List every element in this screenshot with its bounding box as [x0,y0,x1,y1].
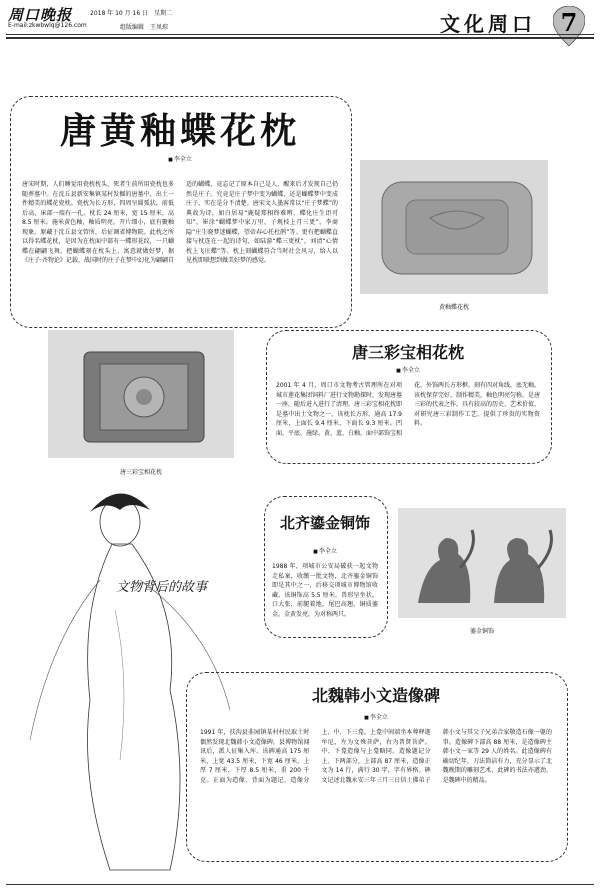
article-1-title: 唐黄釉蝶花枕 [59,110,300,152]
page-number: 7 [560,8,578,37]
page-number-badge [553,6,585,46]
article-1-body: 唐宋时期，人们睡觉用瓷枕枕头，死者生前所用瓷枕也多随葬墓中。在沈丘县新安集镇某村发掘的唐墓中，出土一件精美的蝶花瓷枕。瓷枕为长方形，四周呈圆弧状，前低后高，床部一端有一孔。枕长 24 厘米，宽 15 厘米，高 8.5 厘米。施米黄色釉，釉质明亮，开片细小，底有聚釉现象。原藏于沈丘县文管所，后征调省博物院。此枕之所以得名蝶花枕，是因为在枕面中部有一蝶形花纹，一只蝴蝶在翩翩飞舞。把蝴蝶刻在枕头上，寓意就做好梦，据《庄子·齐物论》记载，战国时的庄子在梦中幻化为翩翩自适的蝴蝶，竟忘记了原本自己是人，醒来后才发现自己仍然是庄子。究竟是庄子梦中变为蝴蝶，还是蝴蝶梦中变成庄子，实在是分不清楚。唐宋文人墨客常以“庄子梦蝶”的典故为诗，如白居易“鹿疑郑相终难辨，蝶化庄生讵可知”，崔涂“蝴蝶梦中家万里，子规枝上月三更”，李商隐“庄生晓梦迷蝴蝶，望帝春心托杜鹃”等。更有把蝴蝶直接与枕连在一起的诗句，如陆游“蝶三更枕”，刘清“心情枕上飞庄蝶”等。枕上刻蝴蝶符合当时社会风习，给人以见枕即联想到做美好梦的感觉。 [22,181,338,264]
article-1-author: ■ 李全立 [20,154,340,163]
article-2-photo [48,330,234,458]
yellow-glaze-pillow-image [360,160,548,294]
contact-email: E-mail:zkwbwlq@126.com [8,22,87,29]
sancai-pillow-image [48,330,234,458]
article-1-caption: 黄釉蝶花枕 [438,304,469,311]
article-3-body: 1988 年，项城市公安局破获一起文物走私案，收缴一批文物，北齐鎏金铜饰即是其中之一，后移交项城市博物馆收藏。该铜饰高 5.5 厘米，兽形呈坐状，口大张，前腿着地，尾巴高翘，铜质鎏金，金黄发亮，为对称两只。 [272,563,378,618]
newspaper-masthead: 周口晚报 [8,6,73,24]
article-3-photo [398,508,566,618]
gilt-bronze-figures-image [398,508,566,618]
article-3-caption: 鎏金铜饰 [469,628,494,635]
calligraphy-text: 文物背后的故事 [116,580,208,595]
article-3-title: 北齐鎏金铜饰 [279,514,370,532]
article-1-photo [360,160,548,294]
footer-divider [6,884,594,885]
article-4-author: ■ 李全立 [196,712,556,721]
article-2-title: 唐三彩宝相花枕 [351,343,464,362]
article-2-body: 2001 年 4 月，周口市文物考古管理所在对项城市莲花集团饲料厂进行文物勘探时，发现唐墓一座，随后进入进行了清理，唐三彩宝相花枕即是墓中出土文物之一。该枕长方形，通高 17.9 厘米，上面长 9.4 厘米，下面长 9.3 厘米。凹面，平底，施绿、黄、蓝、白釉，面中部饰宝相花，外饰两长方形框，刻有四对角线，底无釉。该枕保存完好，制作精美，釉色明亮匀称，是唐三彩的代表之作，具有较高的历史、艺术价值，对研究唐三彩制作工艺，提供了珍贵的实物资料。 [276,382,540,437]
issue-date: 2018 年 10 月 16 日 星期二 [90,10,173,17]
article-2-author: ■ 李全立 [276,365,540,374]
article-3-author: ■ 李全立 [268,546,382,555]
layout-editor: 组版编辑 王凤琼 [120,24,169,31]
article-2-caption: 唐三彩宝相花枕 [119,469,162,476]
article-4-title: 北魏韩小文造像碑 [311,686,440,705]
article-4-body: 1991 年，扶沟县韭园镇某村村民取土时偶然发现北魏韩小文造像碑，县博物馆闻讯后，派人征集入库。该碑通高 175 厘米，上宽 43.5 厘米，下宽 46 厘米，上厚 7 厘米，下厚 8.5 厘米，重 200 千克。正面为造像，背面为题记，造像分上、中、下三龛。上龛中间端坐本尊释迦牟尼，左为文殊菩萨，右为普贤菩萨。中、下龛造像与上龛略同。造像题记分上、下两部分，上部高 87 厘米，造像正文为 14 行，满行 30 字，字有界格。碑文记述北魏永安三年三月三日信士佛弟子韩小文与其父子兄弟合家敬造石像一躯的事。造像碑下部高 88 厘米，是造像碑主韩小文一家等 29 人的姓名。此造像碑有确切纪年，刀法简洁有力，充分显示了北魏晚期的雕刻艺术，此碑的书法亦遒劲，是魏碑中的精品。 [200,729,552,784]
header-divider-thick [6,37,594,39]
header-divider [6,34,594,35]
section-title: 文化周口 [440,12,536,36]
